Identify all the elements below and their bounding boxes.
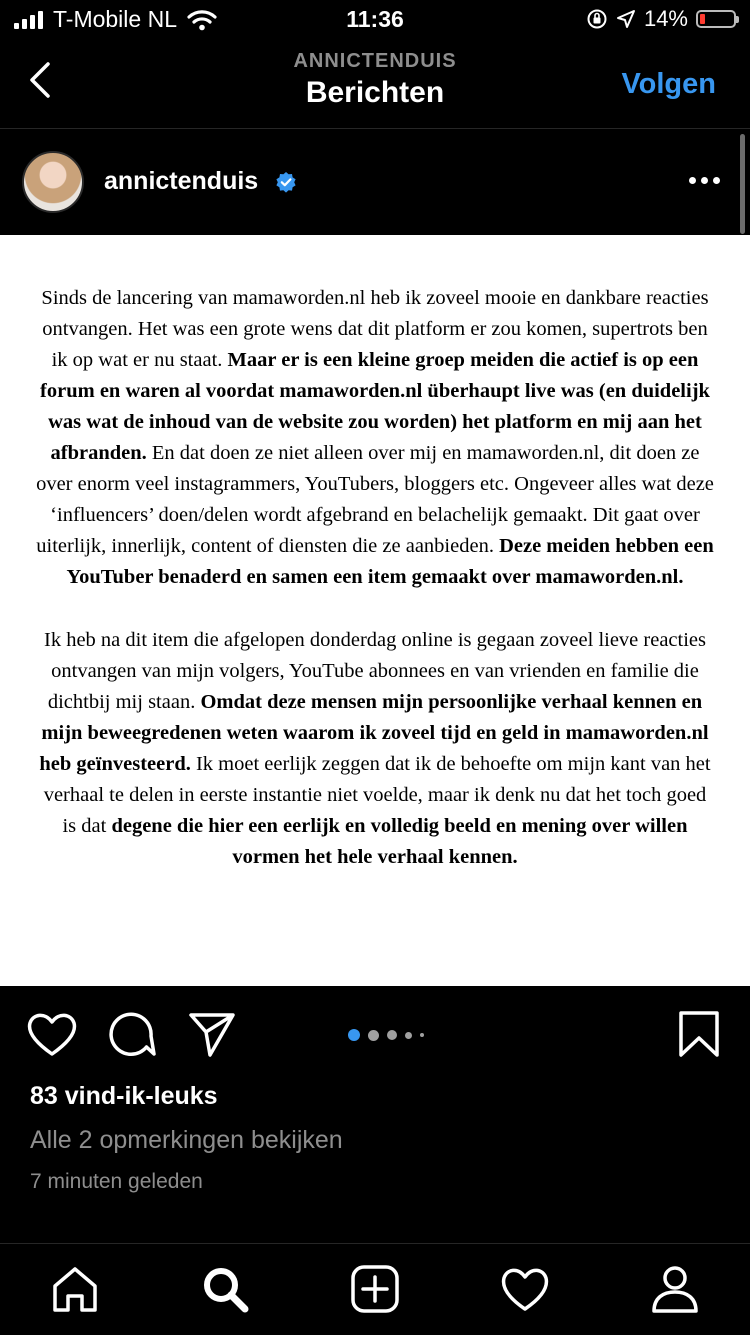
status-right: [586, 6, 736, 32]
post-text: En dat doen ze niet alleen over mij en mamaworden.nl, dit doen ze over enorm veel instagrammers, YouTubers, bloggers etc. Ongeveer alles wat deze ‘influencers’ doen/delen wordt afgebrand en belachelijk gemaakt. Dit gaat over uiterlijk, innerlijk, content of diensten die ze aanbieden.: [36, 442, 714, 557]
post-text: Ik heb na dit item die afgelopen donderdag online is gegaan zoveel lieve reacties ontvangen van mijn volgers, YouTube abonnees en van vrienden en familie die dichtbij mij staan.: [44, 629, 706, 713]
avatar[interactable]: [22, 151, 84, 213]
carousel-dot: [420, 1033, 424, 1037]
page-title: Berichten: [305, 76, 445, 109]
comment-icon[interactable]: [108, 1010, 156, 1058]
location-arrow-icon: [616, 9, 636, 29]
post-image[interactable]: [0, 235, 750, 986]
post-text-bold: Deze meiden hebben een YouTuber benaderd en samen een item gemaakt over mamaworden.nl.: [66, 535, 714, 588]
follow-button[interactable]: Volgen: [621, 68, 716, 100]
nav-header: [0, 42, 750, 129]
carousel-dot: [368, 1030, 379, 1041]
home-icon[interactable]: [50, 1264, 100, 1314]
tab-bar: [0, 1243, 750, 1335]
battery-percent: 14%: [643, 6, 688, 31]
profile-icon[interactable]: [650, 1264, 700, 1314]
new-post-icon[interactable]: [350, 1264, 400, 1314]
search-icon[interactable]: [200, 1264, 250, 1314]
bookmark-icon[interactable]: [678, 1010, 720, 1058]
view-comments-link[interactable]: Alle 2 opmerkingen bekijken: [30, 1126, 343, 1154]
post-username[interactable]: annictenduis: [104, 167, 259, 195]
carousel-indicator: [348, 1029, 424, 1041]
carousel-dot-active: [348, 1029, 360, 1041]
verified-badge-icon: [275, 171, 297, 193]
post-text: Ik moet eerlijk zeggen dat ik de behoefte om mijn kant van het verhaal te delen in eerste instantie niet voelde, maar ik denk nu dat het toch goed is dat: [43, 753, 711, 837]
battery-icon: [696, 10, 736, 28]
orientation-lock-icon: [586, 8, 608, 30]
share-icon[interactable]: [188, 1010, 236, 1058]
post-text-bold: Maar er is een kleine groep meiden die actief is op een forum en waren al voordat mamaworden.nl überhaupt live was (en duidelijk was wat de inhoud van de website zou worden) het platform en mij aan het afbranden.: [40, 349, 710, 464]
post-paragraph-1: [36, 283, 714, 593]
post-text-bold: Omdat deze mensen mijn persoonlijke verhaal kennen en mijn beweegredenen weten waarom ik zoveel tijd en geld in mamaworden.nl heb geïnvesteerd.: [39, 691, 709, 775]
status-time: 11:36: [346, 6, 404, 32]
post-text: Sinds de lancering van mamaworden.nl heb ik zoveel mooie en dankbare reacties ontvangen. Het was een grote wens dat dit platform er zou komen, supertrots ben ik op wat er nu staat.: [41, 287, 709, 371]
like-heart-icon[interactable]: [26, 1010, 78, 1058]
likes-count[interactable]: 83 vind-ik-leuks: [30, 1082, 218, 1110]
activity-icon[interactable]: [500, 1264, 550, 1314]
post-actions: [0, 986, 750, 1086]
post-header: [0, 129, 750, 235]
nav-subtitle: ANNICTENDUIS: [293, 50, 457, 72]
post-paragraph-2: [36, 625, 714, 873]
status-bar: [0, 0, 750, 42]
more-options-icon[interactable]: [689, 177, 720, 184]
scrollbar[interactable]: [740, 134, 745, 234]
carrier-name: T-Mobile NL: [53, 6, 177, 32]
carousel-dot: [405, 1032, 412, 1039]
post-text-bold: degene die hier een eerlijk en volledig beeld en mening over willen vormen het hele verhaal kennen.: [111, 815, 688, 868]
post-timestamp: 7 minuten geleden: [30, 1170, 203, 1193]
carousel-dot: [387, 1030, 397, 1040]
